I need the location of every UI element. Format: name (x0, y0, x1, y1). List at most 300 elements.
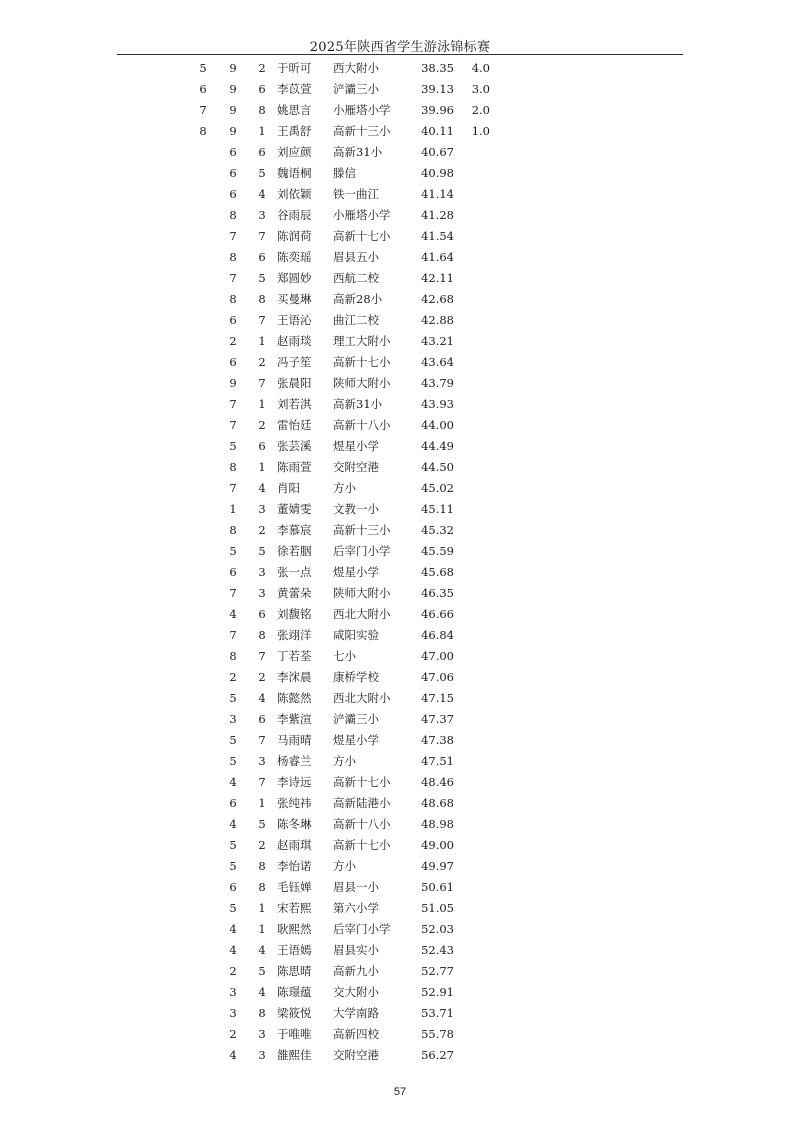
lane-cell: 4 (258, 985, 266, 999)
heat-cell: 7 (229, 586, 237, 600)
athlete-name: 陈润荷 (277, 229, 312, 243)
heat-cell: 1 (229, 502, 237, 516)
athlete-name: 买曼琳 (277, 292, 312, 306)
lane-cell: 4 (258, 187, 266, 201)
heat-cell: 6 (229, 355, 237, 369)
lane-cell: 3 (258, 586, 266, 600)
heat-cell: 2 (229, 670, 237, 684)
athlete-name: 王禹舒 (277, 124, 312, 138)
lane-cell: 1 (258, 796, 266, 810)
lane-cell: 6 (258, 82, 266, 96)
school-name: 后宰门小学 (333, 544, 391, 558)
athlete-name: 徐若胭 (277, 544, 312, 558)
time-cell: 47.38 (421, 733, 454, 747)
school-name: 咸阳实验 (333, 628, 379, 642)
heat-cell: 8 (229, 250, 237, 264)
time-cell: 41.28 (421, 208, 454, 222)
lane-cell: 8 (258, 628, 266, 642)
school-name: 西航二校 (333, 271, 379, 285)
heat-cell: 8 (229, 523, 237, 537)
time-cell: 46.84 (421, 628, 454, 642)
heat-cell: 4 (229, 1048, 237, 1062)
table-row (0, 289, 800, 310)
athlete-name: 郑圆妙 (277, 271, 312, 285)
heat-cell: 7 (229, 271, 237, 285)
time-cell: 49.00 (421, 838, 454, 852)
lane-cell: 8 (258, 103, 266, 117)
table-row (0, 58, 800, 79)
header-divider (117, 54, 683, 55)
athlete-name: 谷雨辰 (277, 208, 312, 222)
lane-cell: 7 (258, 313, 266, 327)
lane-cell: 5 (258, 964, 266, 978)
athlete-name: 陈思晴 (277, 964, 312, 978)
athlete-name: 王语嫣 (277, 943, 312, 957)
athlete-name: 肖阳 (277, 481, 300, 495)
heat-cell: 5 (229, 859, 237, 873)
school-name: 高新十三小 (333, 523, 391, 537)
table-row (0, 1003, 800, 1024)
lane-cell: 2 (258, 670, 266, 684)
table-row (0, 835, 800, 856)
table-row (0, 205, 800, 226)
lane-cell: 3 (258, 1048, 266, 1062)
heat-cell: 4 (229, 607, 237, 621)
heat-cell: 6 (229, 565, 237, 579)
heat-cell: 5 (229, 733, 237, 747)
heat-cell: 6 (229, 166, 237, 180)
school-name: 高新31小 (333, 397, 383, 411)
lane-cell: 1 (258, 460, 266, 474)
heat-cell: 6 (229, 187, 237, 201)
athlete-name: 陈奕瑶 (277, 250, 312, 264)
table-row (0, 163, 800, 184)
time-cell: 52.43 (421, 943, 454, 957)
time-cell: 41.54 (421, 229, 454, 243)
table-row (0, 310, 800, 331)
heat-cell: 4 (229, 943, 237, 957)
table-row (0, 982, 800, 1003)
athlete-name: 董婧雯 (277, 502, 312, 516)
table-row (0, 499, 800, 520)
time-cell: 52.03 (421, 922, 454, 936)
school-name: 高新陆港小 (333, 796, 391, 810)
athlete-name: 耿熙然 (277, 922, 312, 936)
lane-cell: 7 (258, 229, 266, 243)
table-row (0, 961, 800, 982)
school-name: 曲江二校 (333, 313, 379, 327)
time-cell: 43.93 (421, 397, 454, 411)
school-name: 康桥学校 (333, 670, 379, 684)
time-cell: 43.21 (421, 334, 454, 348)
time-cell: 48.46 (421, 775, 454, 789)
heat-cell: 9 (229, 82, 237, 96)
school-name: 西北大附小 (333, 607, 391, 621)
heat-cell: 5 (229, 901, 237, 915)
time-cell: 45.59 (421, 544, 454, 558)
table-row (0, 562, 800, 583)
time-cell: 51.05 (421, 901, 454, 915)
school-name: 高新十三小 (333, 124, 391, 138)
lane-cell: 4 (258, 943, 266, 957)
points-cell: 1.0 (471, 124, 490, 138)
athlete-name: 刘应颜 (277, 145, 312, 159)
time-cell: 45.02 (421, 481, 454, 495)
athlete-name: 李怡诺 (277, 859, 312, 873)
athlete-name: 赵雨琪 (277, 838, 312, 852)
athlete-name: 于唯唯 (277, 1027, 312, 1041)
heat-cell: 3 (229, 1006, 237, 1020)
heat-cell: 9 (229, 376, 237, 390)
table-row (0, 856, 800, 877)
athlete-name: 张纯祎 (277, 796, 312, 810)
time-cell: 47.15 (421, 691, 454, 705)
lane-cell: 3 (258, 208, 266, 222)
athlete-name: 李苡萱 (277, 82, 312, 96)
lane-cell: 8 (258, 859, 266, 873)
table-row (0, 541, 800, 562)
time-cell: 45.68 (421, 565, 454, 579)
heat-cell: 8 (229, 649, 237, 663)
lane-cell: 2 (258, 355, 266, 369)
school-name: 陕师大附小 (333, 586, 391, 600)
table-row (0, 331, 800, 352)
time-cell: 45.11 (421, 502, 454, 516)
time-cell: 42.68 (421, 292, 454, 306)
table-row (0, 793, 800, 814)
time-cell: 38.35 (421, 61, 454, 75)
table-row (0, 373, 800, 394)
lane-cell: 8 (258, 292, 266, 306)
time-cell: 52.91 (421, 985, 454, 999)
athlete-name: 马雨晴 (277, 733, 312, 747)
table-row (0, 100, 800, 121)
athlete-name: 黄蕾朵 (277, 586, 312, 600)
school-name: 方小 (333, 754, 356, 768)
time-cell: 47.06 (421, 670, 454, 684)
time-cell: 52.77 (421, 964, 454, 978)
rank-cell: 5 (199, 61, 207, 75)
school-name: 浐灞三小 (333, 712, 379, 726)
time-cell: 43.64 (421, 355, 454, 369)
table-row (0, 226, 800, 247)
athlete-name: 张一点 (277, 565, 312, 579)
time-cell: 56.27 (421, 1048, 454, 1062)
heat-cell: 3 (229, 985, 237, 999)
heat-cell: 7 (229, 397, 237, 411)
lane-cell: 5 (258, 817, 266, 831)
heat-cell: 6 (229, 145, 237, 159)
heat-cell: 4 (229, 775, 237, 789)
lane-cell: 6 (258, 250, 266, 264)
school-name: 方小 (333, 481, 356, 495)
time-cell: 40.67 (421, 145, 454, 159)
table-row (0, 772, 800, 793)
athlete-name: 刘馥铭 (277, 607, 312, 621)
table-row (0, 1024, 800, 1045)
table-row (0, 352, 800, 373)
lane-cell: 7 (258, 733, 266, 747)
lane-cell: 4 (258, 691, 266, 705)
heat-cell: 6 (229, 880, 237, 894)
lane-cell: 2 (258, 523, 266, 537)
table-row (0, 457, 800, 478)
heat-cell: 8 (229, 292, 237, 306)
school-name: 交附空港 (333, 1048, 379, 1062)
page-number: 57 (393, 1086, 407, 1098)
table-row (0, 898, 800, 919)
table-row (0, 940, 800, 961)
lane-cell: 7 (258, 775, 266, 789)
time-cell: 53.71 (421, 1006, 454, 1020)
school-name: 铁一曲江 (333, 187, 379, 201)
athlete-name: 赵雨琰 (277, 334, 312, 348)
time-cell: 49.97 (421, 859, 454, 873)
school-name: 小雁塔小学 (333, 103, 391, 117)
table-row (0, 877, 800, 898)
table-row (0, 520, 800, 541)
lane-cell: 1 (258, 922, 266, 936)
table-row (0, 184, 800, 205)
table-row (0, 1045, 800, 1066)
athlete-name: 陈懿然 (277, 691, 312, 705)
athlete-name: 杨睿兰 (277, 754, 312, 768)
time-cell: 46.66 (421, 607, 454, 621)
table-row (0, 709, 800, 730)
heat-cell: 5 (229, 691, 237, 705)
table-row (0, 79, 800, 100)
athlete-name: 宋若熙 (277, 901, 312, 915)
time-cell: 45.32 (421, 523, 454, 537)
school-name: 高新十七小 (333, 775, 391, 789)
athlete-name: 丁若荃 (277, 649, 312, 663)
athlete-name: 毛钰婵 (277, 880, 312, 894)
time-cell: 46.35 (421, 586, 454, 600)
time-cell: 47.37 (421, 712, 454, 726)
school-name: 七小 (333, 649, 356, 663)
points-cell: 2.0 (471, 103, 490, 117)
table-row (0, 268, 800, 289)
school-name: 眉县实小 (333, 943, 379, 957)
lane-cell: 1 (258, 124, 266, 138)
athlete-name: 陈璟蕴 (277, 985, 312, 999)
time-cell: 55.78 (421, 1027, 454, 1041)
table-row (0, 478, 800, 499)
table-row (0, 583, 800, 604)
athlete-name: 雒熙佳 (277, 1048, 312, 1062)
time-cell: 47.00 (421, 649, 454, 663)
athlete-name: 刘依颖 (277, 187, 312, 201)
school-name: 西大附小 (333, 61, 379, 75)
athlete-name: 刘若淇 (277, 397, 312, 411)
time-cell: 44.50 (421, 460, 454, 474)
heat-cell: 5 (229, 838, 237, 852)
lane-cell: 5 (258, 544, 266, 558)
heat-cell: 5 (229, 754, 237, 768)
points-cell: 3.0 (471, 82, 490, 96)
table-row (0, 415, 800, 436)
athlete-name: 于昕可 (277, 61, 312, 75)
time-cell: 42.11 (421, 271, 454, 285)
school-name: 小雁塔小学 (333, 208, 391, 222)
time-cell: 44.49 (421, 439, 454, 453)
points-cell: 4.0 (471, 61, 490, 75)
lane-cell: 7 (258, 649, 266, 663)
school-name: 滕信 (333, 166, 356, 180)
time-cell: 48.68 (421, 796, 454, 810)
school-name: 文教一小 (333, 502, 379, 516)
school-name: 陕师大附小 (333, 376, 391, 390)
heat-cell: 4 (229, 922, 237, 936)
heat-cell: 6 (229, 313, 237, 327)
athlete-name: 张晨阳 (277, 376, 312, 390)
heat-cell: 9 (229, 61, 237, 75)
table-row (0, 247, 800, 268)
lane-cell: 2 (258, 61, 266, 75)
athlete-name: 李紫渲 (277, 712, 312, 726)
school-name: 大学南路 (333, 1006, 379, 1020)
athlete-name: 陈冬琳 (277, 817, 312, 831)
athlete-name: 王语沁 (277, 313, 312, 327)
athlete-name: 李慕宸 (277, 523, 312, 537)
school-name: 方小 (333, 859, 356, 873)
school-name: 煜星小学 (333, 733, 379, 747)
heat-cell: 8 (229, 208, 237, 222)
heat-cell: 7 (229, 229, 237, 243)
lane-cell: 4 (258, 481, 266, 495)
lane-cell: 5 (258, 271, 266, 285)
heat-cell: 9 (229, 124, 237, 138)
athlete-name: 雷怡廷 (277, 418, 312, 432)
heat-cell: 7 (229, 418, 237, 432)
time-cell: 44.00 (421, 418, 454, 432)
lane-cell: 3 (258, 1027, 266, 1041)
lane-cell: 6 (258, 607, 266, 621)
school-name: 高新十八小 (333, 817, 391, 831)
time-cell: 43.79 (421, 376, 454, 390)
lane-cell: 6 (258, 145, 266, 159)
athlete-name: 陈雨萱 (277, 460, 312, 474)
athlete-name: 梁筱悦 (277, 1006, 312, 1020)
table-row (0, 751, 800, 772)
school-name: 高新十八小 (333, 418, 391, 432)
rank-cell: 7 (199, 103, 207, 117)
table-row (0, 688, 800, 709)
heat-cell: 3 (229, 712, 237, 726)
school-name: 西北大附小 (333, 691, 391, 705)
time-cell: 41.14 (421, 187, 454, 201)
time-cell: 42.88 (421, 313, 454, 327)
table-row (0, 730, 800, 751)
rank-cell: 8 (199, 124, 207, 138)
heat-cell: 4 (229, 817, 237, 831)
page-title: 2025年陕西省学生游泳锦标赛 (309, 40, 491, 55)
school-name: 高新十七小 (333, 355, 391, 369)
time-cell: 50.61 (421, 880, 454, 894)
time-cell: 39.13 (421, 82, 454, 96)
time-cell: 41.64 (421, 250, 454, 264)
heat-cell: 2 (229, 1027, 237, 1041)
lane-cell: 2 (258, 418, 266, 432)
athlete-name: 冯子笙 (277, 355, 312, 369)
school-name: 后宰门小学 (333, 922, 391, 936)
lane-cell: 1 (258, 901, 266, 915)
table-row (0, 814, 800, 835)
lane-cell: 2 (258, 838, 266, 852)
time-cell: 48.98 (421, 817, 454, 831)
heat-cell: 2 (229, 964, 237, 978)
table-row (0, 436, 800, 457)
school-name: 高新九小 (333, 964, 379, 978)
lane-cell: 3 (258, 502, 266, 516)
heat-cell: 6 (229, 796, 237, 810)
table-row (0, 394, 800, 415)
athlete-name: 李诗远 (277, 775, 312, 789)
heat-cell: 5 (229, 439, 237, 453)
athlete-name: 张翊洋 (277, 628, 312, 642)
table-row (0, 667, 800, 688)
school-name: 高新28小 (333, 292, 383, 306)
results-table (0, 58, 800, 1066)
time-cell: 39.96 (421, 103, 454, 117)
school-name: 高新31小 (333, 145, 383, 159)
school-name: 眉县一小 (333, 880, 379, 894)
heat-cell: 9 (229, 103, 237, 117)
lane-cell: 3 (258, 754, 266, 768)
heat-cell: 2 (229, 334, 237, 348)
lane-cell: 1 (258, 397, 266, 411)
school-name: 交附空港 (333, 460, 379, 474)
school-name: 煜星小学 (333, 439, 379, 453)
school-name: 煜星小学 (333, 565, 379, 579)
table-row (0, 919, 800, 940)
lane-cell: 5 (258, 166, 266, 180)
time-cell: 47.51 (421, 754, 454, 768)
lane-cell: 6 (258, 439, 266, 453)
heat-cell: 8 (229, 460, 237, 474)
table-row (0, 142, 800, 163)
lane-cell: 6 (258, 712, 266, 726)
athlete-name: 魏语桐 (277, 166, 312, 180)
table-row (0, 646, 800, 667)
heat-cell: 5 (229, 544, 237, 558)
lane-cell: 7 (258, 376, 266, 390)
athlete-name: 李浨晨 (277, 670, 312, 684)
lane-cell: 8 (258, 1006, 266, 1020)
table-row (0, 604, 800, 625)
school-name: 理工大附小 (333, 334, 391, 348)
school-name: 浐灞三小 (333, 82, 379, 96)
rank-cell: 6 (199, 82, 207, 96)
school-name: 高新十七小 (333, 229, 391, 243)
table-row (0, 121, 800, 142)
time-cell: 40.98 (421, 166, 454, 180)
school-name: 高新十七小 (333, 838, 391, 852)
heat-cell: 7 (229, 628, 237, 642)
school-name: 交大附小 (333, 985, 379, 999)
lane-cell: 3 (258, 565, 266, 579)
athlete-name: 姚思言 (277, 103, 312, 117)
school-name: 第六小学 (333, 901, 379, 915)
lane-cell: 1 (258, 334, 266, 348)
school-name: 高新四校 (333, 1027, 379, 1041)
school-name: 眉县五小 (333, 250, 379, 264)
heat-cell: 7 (229, 481, 237, 495)
lane-cell: 8 (258, 880, 266, 894)
table-row (0, 625, 800, 646)
athlete-name: 张芸溪 (277, 439, 312, 453)
time-cell: 40.11 (421, 124, 454, 138)
